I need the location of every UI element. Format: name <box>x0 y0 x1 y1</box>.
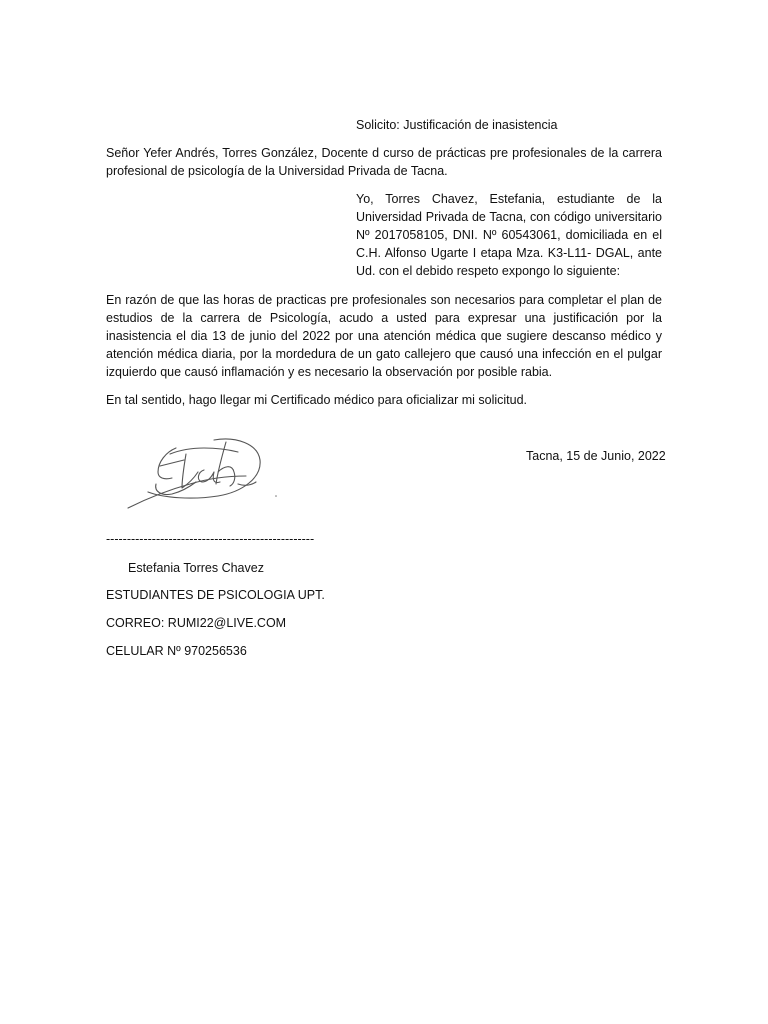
signer-email: CORREO: RUMI22@LIVE.COM <box>106 616 287 630</box>
signer-phone: CELULAR Nº 970256536 <box>106 644 247 658</box>
handwritten-signature <box>118 432 288 516</box>
letter-subject: Solicito: Justificación de inasistencia <box>356 118 558 132</box>
letter-body: En razón de que las horas de practicas pre profesionales son necesarios para completar el plan de estudios de la carrera de Psicología, acudo a usted para expresar una justificación por la inasistencia el dia 13 de junio del 2022 por una atención médica que sugiere descanso médico y atención médica diaria, por la mordedura de un gato callejero que causó una infección en el pulgar izquierdo que causó inflamación y es necesario la observación por posible rabia. <box>106 293 662 379</box>
signer-name: Estefania Torres Chavez <box>128 561 264 575</box>
letter-identification: Yo, Torres Chavez, Estefania, estudiante de la Universidad Privada de Tacna, con código universitario Nº 2017058105, DNI. Nº 60543061, domiciliada en el C.H. Alfonso Ugarte I etapa Mza. K3-L11- DGAL, ante Ud. con el debido respeto expongo lo siguiente: <box>356 192 662 278</box>
signature-line: -------------------------------------------------- <box>106 532 315 546</box>
letter-addressee: Señor Yefer Andrés, Torres González, Docente d curso de prácticas pre profesionales de la carrera profesional de psicología de la Universidad Privada de Tacna. <box>106 146 662 178</box>
signer-role: ESTUDIANTES DE PSICOLOGIA UPT. <box>106 588 325 602</box>
letter-closing: En tal sentido, hago llegar mi Certificado médico para oficializar mi solicitud. <box>106 393 528 407</box>
letter-place-date: Tacna, 15 de Junio, 2022 <box>526 449 666 463</box>
